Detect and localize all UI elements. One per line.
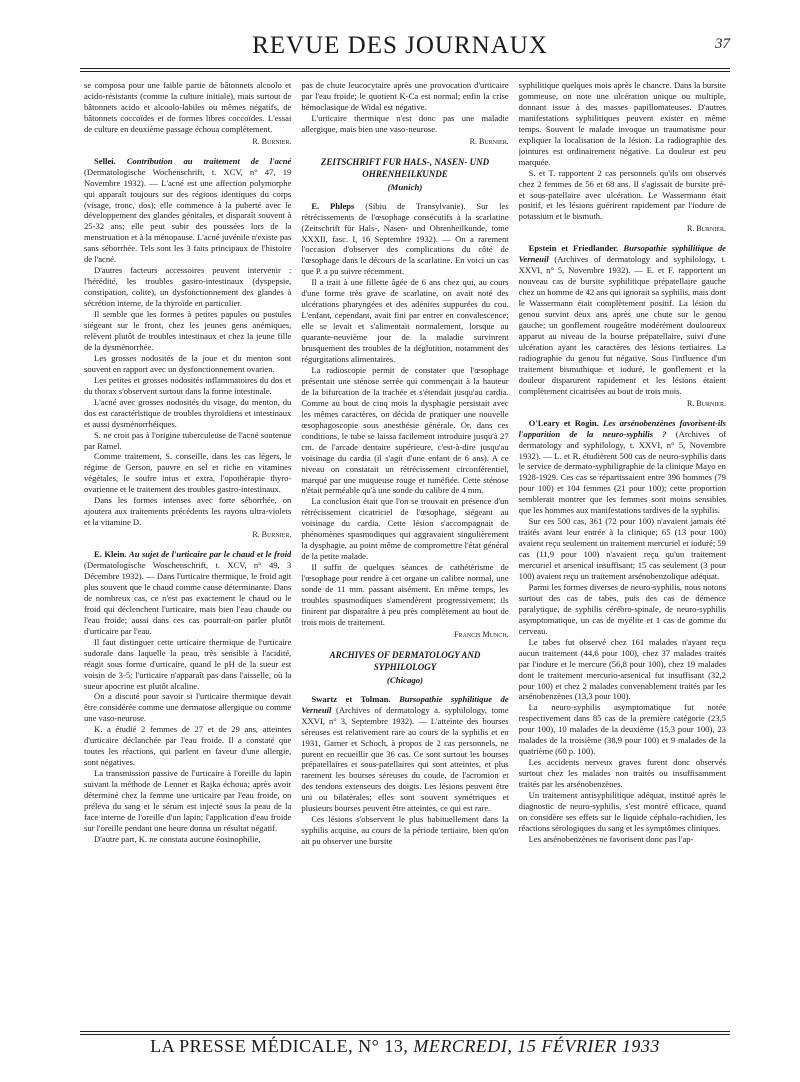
paragraph: D'autre part, K. ne constata aucune éosinophilie, xyxy=(94,833,261,844)
paragraph: Parmi les formes diverses de neuro-syphilis, nous notons surtout des cas de tabes, puis des cas de démence paralytique, de syphilis cérébro-spinale, de neuro-syphilis asymptomatique, un cas de myélite et 1 cas de gomme du cerveau. xyxy=(518,581,726,636)
article-body: (Archives of dermatology and syphilology, t. XXVI, n° 5, Novembre 1932). — E. et F. rapportent un nouveau cas de bursite syphilitique prépatellaire gauche chez un homme de 42 ans qui ignorait sa syphilis, mais dont le Wassermann était complètement positif. La lésion du genou survint deux ans après une chute sur le genou gauche; un gonflement rougeâtre modérément douloureux apparut au niveau de la bourse prépatellaire, suivi d'une ulcération ayant les caractères des lésions tertiaires. La radiographie du genou fut négative. Sous l'influence d'un traitement bismuthique et ioduré, le gonflement et la douleur disparurent rapidement et les lésions étaient complètement cicatrisées au bout de trois mois. xyxy=(518,254,726,396)
paragraph: Comme traitement, S. conseille, dans les cas légers, le régime de Gerson, pauvre en sel et riche en vitamines végétales, le soufre intus et extra, l'opothérapie thyro-ovarienne et le traitement des troubles gastro-intestinaux. xyxy=(84,451,292,495)
header-rule xyxy=(80,68,730,72)
footer-journal: LA PRESSE MÉDICALE, N° 13, xyxy=(150,1036,409,1056)
article-title: Bursopathie syphilitique de Verneuil xyxy=(301,693,509,715)
article-abstract xyxy=(84,156,291,266)
paragraph: Dans les formes intenses avec forte séborrhée, on ajoutera aux traitements précédents les rayons ultra-violets et la vitamine D. xyxy=(84,495,292,528)
author-signature: R. Burnier. xyxy=(252,136,292,146)
paragraph: Ces lésions s'observent le plus habituellement dans la syphilis acquise, au cours de la période tertiaire, bien qu'on ait pu observer une bursite xyxy=(301,814,509,847)
article-body: (Sibiu de Transylvanie). Sur les rétrécissements de l'œsophage consécutifs à la scarlatine (Zeitschrift für Hals-, Nasen- und Ohrenheilkunde, tome XXXII, fasc. I, 16 Septembre 1932). — On a rarement l'occasion d'observer des complications du côté de l'œsophage dans le décours de la scarlatine. En voici un cas que P. a pu suivre récemment. xyxy=(301,200,509,277)
article-author: O'Leary et Rogin. xyxy=(528,417,599,428)
paragraph: se composa pour une faible partie de bâtonnets alcoolo et acido-résistants (comme la culture initiale), mais surtout de bâtonnets acido et alcoolo-labiles ou mêmes négatifs, de bâtonnets coccoïdes et de formes libres coccoïdes. L'essai de culture en deuxième passage échoua complètement. xyxy=(84,80,292,134)
article-author: Sellei. xyxy=(94,155,116,166)
footer-date: MERCREDI, 15 FÉVRIER 1933 xyxy=(413,1036,660,1056)
journal-heading: ZEITSCHRIFT FUR HALS-, NASEN- UND OHRENHEILKUNDE xyxy=(320,156,490,179)
article-title: Contribution au traitement de l'acné xyxy=(126,155,292,166)
paragraph: Il suffit de quelques séances de cathétérisme de l'œsophage pour rendre à cet organe un calibre normal, une sonde de 11 mm. passant aisément. En même temps, les troubles spasmodiques s'amendèrent progressivement; ils finirent par disparaître à peu près complètement au bout de trois mois de traitement. xyxy=(301,562,509,627)
paragraph: Il a trait à une fillette âgée de 6 ans chez qui, au cours d'une forme très grave de scarlatine, on avait noté des ulcérations pharyngées et des adénites suppurées du cou. L'enfant, cependant, avait fini par entrer en convalescence; elle se levait et s'alimentait normalement, lorsque au quarante-neuvième jour de la maladie survinrent brusquement des troubles de la déglutition, notamment des régurgitations alimentaires. xyxy=(301,277,509,365)
paragraph: S. et T. rapportent 2 cas personnels qu'ils ont observés chez 2 femmes de 56 et 68 ans. Il s'agissait de bursite pré- et sous-patellaire avec ulcération. Le Wassermann était positif, et les lésions guérirent rapidement par l'iodure de potassium et le bismuth. xyxy=(518,167,726,222)
paragraph: La conclusion était que l'on se trouvait en présence d'un rétrécissement cicatriciel de l'œsophage, siégeant au voisinage du cardia. Cette lésion s'accompagnait de phénomènes spasmodiques qui aggravaient singulièrement la dysphagie, au point même de compromettre l'état général de la petite malade. xyxy=(301,496,509,562)
article-author: E. Phleps xyxy=(311,200,355,211)
page-number: 37 xyxy=(715,36,730,52)
article-title: Bursopathie syphilitique de Verneuil xyxy=(518,243,726,265)
article-abstract xyxy=(301,694,508,814)
page-header xyxy=(70,28,730,68)
article-abstract xyxy=(84,549,291,637)
column-2 xyxy=(301,80,508,1024)
text-columns xyxy=(84,80,726,1024)
paragraph: Les petites et grosses nodosités inflammatoires du dos et du thorax s'observent surtout dans la forme intestinale. xyxy=(84,374,292,396)
paragraph: pas de chute leucocytaire après une provocation d'urticaire par l'eau froide; le quotient K-Ca est normal; enfin la crise hémoclasique de Widal est négative. xyxy=(301,80,509,112)
article-abstract xyxy=(519,418,726,517)
paragraph: L'acné avec grosses nodosités du visage, du menton, du dos est caractéristique de troubles thyroïdiens et intestinaux et aussi dysménorrhéiques. xyxy=(84,396,292,429)
paragraph: S. ne croit pas à l'origine tuberculeuse de l'acné soutenue par Ramel. xyxy=(84,429,292,451)
article-body: (Archives of dermatology and syphilology, t. XXVI, n° 5, Novembre 1932). — L. et R. étudièrent 500 cas de neuro-syphilis dans le service de dermato-syphiligraphie de la clinique Mayo en 1928-1929. Ces cas se répartissaient entre 396 hommes (79 pour 100) et 104 femmes (21 pour 100); cette proportion semblerait montrer que les femmes sont moins sensibles que les hommes aux manifestations tardives de la syphilis. xyxy=(518,428,726,516)
paragraph: On a discuté pour savoir si l'urticaire thermique devait être considérée comme une dermatose allergique ou comme une vaso-neurose. xyxy=(84,691,292,724)
paragraph: Les accidents nerveux graves furent donc observés surtout chez les malades non traités ou insuffisamment traités par les arsénobenzènes. xyxy=(518,757,726,790)
paragraph: L'urticaire thermique n'est donc pas une maladie allergique, mais bien une vaso-neurose. xyxy=(301,112,509,134)
article-author: Swartz et Tolman. xyxy=(311,693,391,704)
column-3 xyxy=(519,80,726,1024)
journal-city: (Chicago) xyxy=(386,674,424,685)
paragraph: Il faut distinguer cette urticaire thermique de l'urticaire sudorale dans laquelle la peau, très sensible à l'acidité, réagit sous forme d'urticaire, quand le pH de la sueur est voisin de 3-5; l'urticaire n'apparaît pas dans l'aisselle, où la sueur apocrine est plutôt alcaline. xyxy=(84,636,292,691)
article-title: Au sujet de l'urticaire par le chaud et le froid xyxy=(128,549,292,560)
paragraph: Les arsénobenzènes ne favorisent donc pas l'ap- xyxy=(528,833,694,844)
author-signature: R. Burnier. xyxy=(686,224,726,234)
paragraph: syphilitique quelques mois après le chancre. Dans la bursite gommeuse, on note une ulcération unique ou multiple, donnant issue à des masses papillomateuses. D'autres manifestations syphilitiques peuvent exister en même temps. Souvent le malade invoque un traumatisme pour expliquer la localisation de la lésion. La radiographie des jointures est ordinairement négative. La douleur est peu marquée. xyxy=(518,80,726,167)
article-body: (Dermatologische Woschenschrift, t. XCV, n° 49, 3 Décembre 1932). — Dans l'urticaire thermique, le froid agit plus souvent que le chaud comme cause déterminante. Dans de nombreux cas, ce n'est pas exactement le chaud ou le froid qui déclenchent l'urticaire, mais bien l'eau chaude ou l'eau froide; aussi dans ces cas pourrait-on parler plutôt d'urticaire par l'eau. xyxy=(84,560,292,636)
paragraph: K. a étudié 2 femmes de 27 et de 29 ans, atteintes d'urticaire déclanchée par l'eau froide. Il a constaté que toutes les réactions, qui parlent en faveur d'une allergie, sont négatives. xyxy=(84,724,292,768)
article-author: Epstein et Friedlander. xyxy=(528,243,619,254)
footer-rule xyxy=(80,1031,730,1035)
article-author: E. Klein. xyxy=(94,549,127,560)
paragraph: La transmission passive de l'urticaire à l'oreille du lapin suivant la méthode de Lenner et Rajka échoua; après avoir déterminé chez la femme une urticaire par l'eau froide, on préleva du sang et le sérum est injecté sous la peau de la face interne de l'oreille d'un lapin; l'application d'eau froide sur l'oreille pendant une heure donna un résultat négatif. xyxy=(84,768,292,833)
journal-heading: ARCHIVES OF DERMATOLOGY AND SYPHILOLOGY xyxy=(329,649,481,672)
paragraph: La neuro-syphilis asymptomatique fut notée respectivement dans 85 cas de la première catégorie (23,5 pour 100), 10 malades de la deuxième (15,3 pour 100), 23 malades de la troisième (38,9 pour 100) et 9 malades de la quatrième (60 p. 100). xyxy=(518,702,726,757)
page-footer xyxy=(80,1036,730,1057)
article-body: (Archives of dermatology a. syphilology, tome XXVI, n° 3, Septembre 1932). — L'atteinte des bourses séreuses est relativement rare au cours de la syphilis et en 1931, Garner et Schoch, à propos de 2 cas personnels, ne purent en recueillir que 36 cas. Ce sont surtout les bourses prépatellaires et sous-patellaires qui sont atteintes, et plus rarement les bourses séreuses du coude, de l'acromion et des tendons extenseurs des doigts. Les lésions peuvent être uni ou bilatérales; elles sont souvent symétriques et plusieurs bourses peuvent être atteintes, ce qui est rare. xyxy=(301,704,509,814)
article-abstract xyxy=(301,201,508,278)
article-abstract xyxy=(519,243,726,396)
paragraph: D'autres facteurs accessoires peuvent intervenir : l'hérédité, les troubles gastro-intestinaux (dyspepsie, constipation, colite), un dysfonctionnement des glandes à sécrétion interne, de la thyroïde en particulier. xyxy=(84,265,292,309)
article-body: (Dermatologische Wochenschrift, t. XCV, n° 47, 19 Novembre 1932). — L'acné est une affection polymorphe qui apparaît toujours sur des régions identiques du corps (visage, tronc, dos); elle commence à la puberté avec le développement des glandes génitales, et disparaît souvent à 25-32 ans; elle peut subir des poussées lors de la menstruation et à la ménopause. L'acné juvénile n'existe pas sans séborrhée. Tels sont les 3 faits principaux de l'histoire de l'acné. xyxy=(84,166,292,265)
author-signature: R. Burnier. xyxy=(469,136,509,146)
journal-city: (Munich) xyxy=(387,181,423,192)
column-1 xyxy=(84,80,291,1024)
author-signature: R. Burnier. xyxy=(252,530,292,540)
journal-section-title: REVUE DES JOURNAUX xyxy=(252,32,548,59)
paragraph: Les grosses nodosités de la joue et du menton sont souvent en rapport avec un dysfonctionnement ovarien. xyxy=(84,352,292,374)
paragraph: Un traitement antisyphilitique adéquat, institué après le diagnostic de neuro-syphilis, s'est montré efficace, quand on considère ses effets sur le liquide céphalo-rachidien, les réactions sérologiques du sang et les symptômes cliniques. xyxy=(518,790,726,833)
paragraph: Il semble que les formes à petites papules ou pustules siégeant sur le front, chez les jeunes gens anémiques, relèvent plutôt de troubles intestinaux et chez la jeune fille de la dysménorrhée. xyxy=(84,309,292,352)
paragraph: Le tabes fut observé chez 161 malades n'ayant reçu aucun traitement (44,6 pour 100), chez 37 malades traités par l'iodure et le mercure (56,8 pour 100), chez 19 malades dont le traitement mercurio-arsenical fut insuffisant (32,2 pour 100) et chez 2 malades convenablement traités par les arsénobenzènes (13,3 pour 100). xyxy=(518,636,726,702)
author-signature: Francis Munch. xyxy=(454,629,509,639)
author-signature: R. Burnier. xyxy=(686,398,726,408)
paragraph: La radioscopie permit de constater que l'œsophage présentait une sténose serrée qui commençait à la hauteur de la bifurcation de la trachée et s'étendait jusqu'au cardia. Comme au bout de cinq mois la dysphagie persistait avec les mêmes caractères, on décida de pratiquer une nouvelle œsophagoscopie sous anesthésie générale. Or, dans ces conditions, le tube se laissa facilement introduire jusqu'à 27 cm. de l'arcade dentaire supérieure, c'est-à-dire jusqu'au voisinage du cardia (il s'agit d'une enfant de 6 ans). A ce niveau on constatait un rétrécissement circonférentiel, marqué par une muqueuse rouge et tuméfiée. Cette sténose n'était perméable qu'à une sonde du calibre de 4 mm. xyxy=(301,364,509,496)
paragraph: Sur ces 500 cas, 361 (72 pour 100) n'avaient jamais été traités avant leur entrée à la clinique; 65 (13 pour 100) avaient reçu seulement un traitement mercuriel et ioduré; 59 cas (11,9 pour 100) n'avaient reçu qu'un traitement mercuriel et arsenical insuffisant; 15 cas seulement (3 pour 100) avaient reçu un traitement arsénobenzolique adéquat. xyxy=(518,516,726,581)
article-title: Les arsénobenzènes favorisent-ils l'apparition de la neuro-syphilis ? xyxy=(518,417,726,439)
